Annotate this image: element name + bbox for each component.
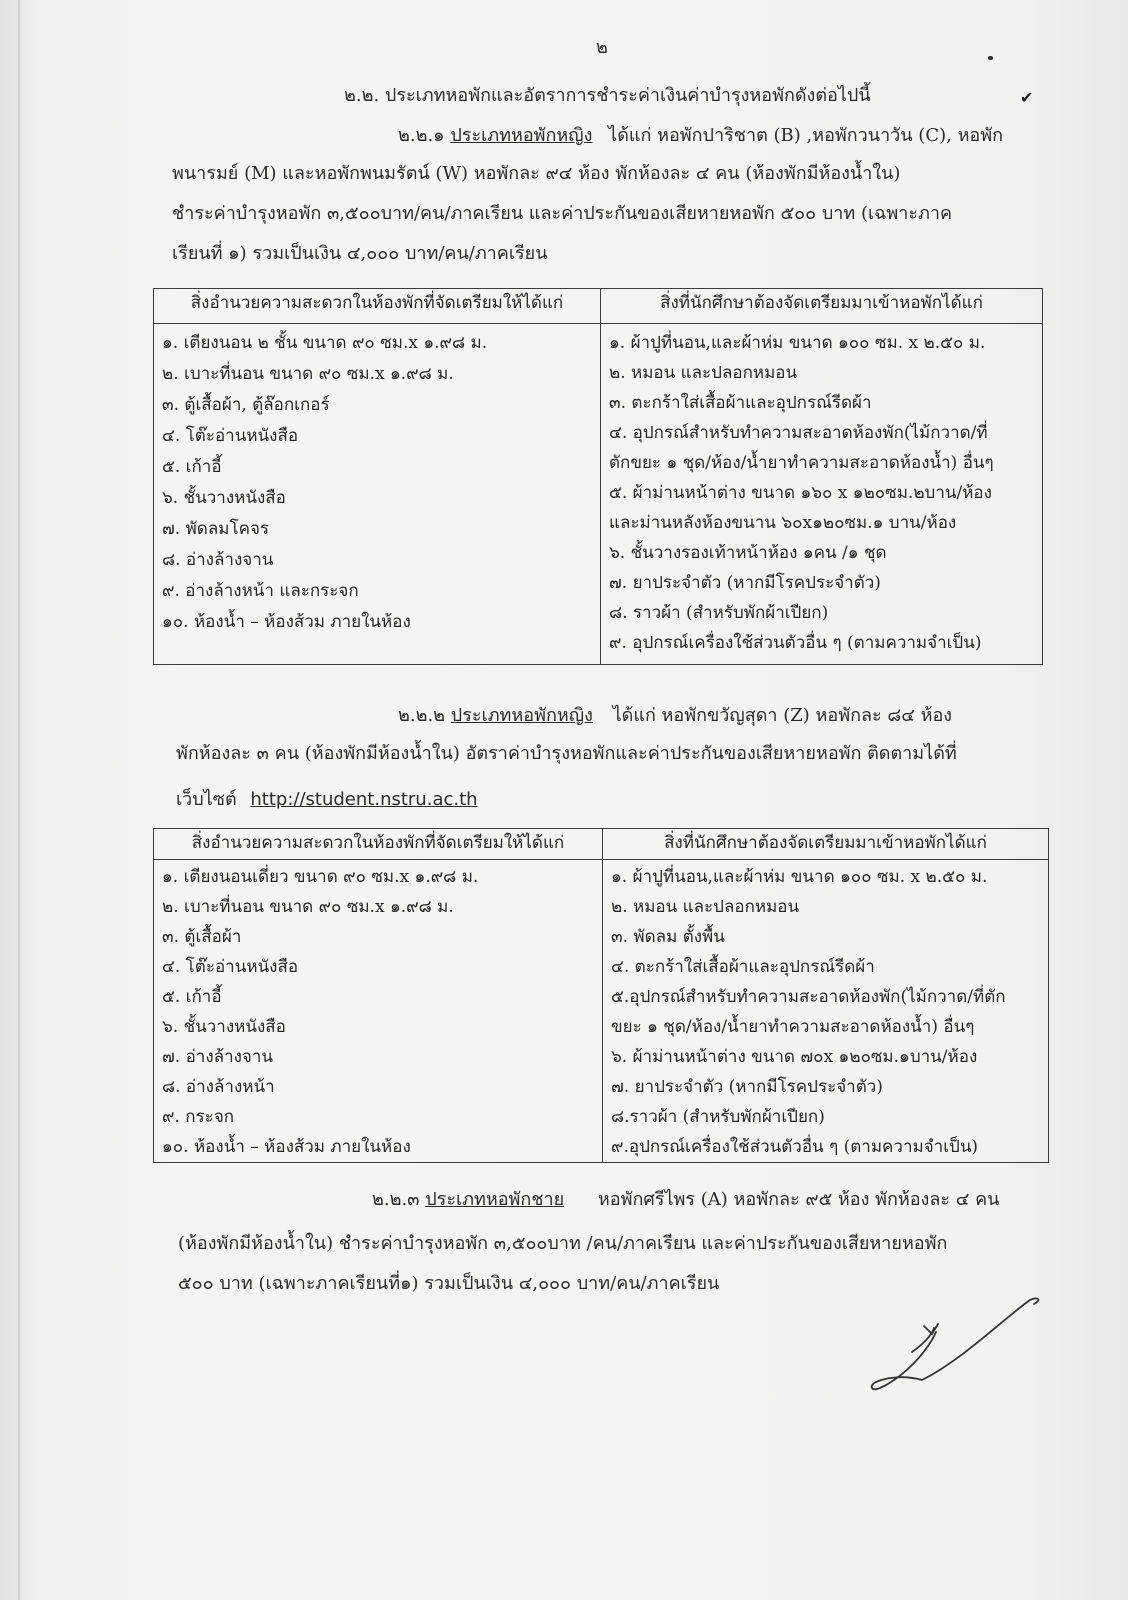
section-label: ประเภทหอพักหญิง [450, 125, 593, 146]
ink-dot [988, 56, 993, 60]
list-item: ๓. ตู้เสื้อผ้า, ตู้ล๊อกเกอร์ [162, 395, 330, 415]
list-item: ๑๐. ห้องน้ำ – ห้องส้วม ภายในห้อง [162, 1137, 411, 1157]
list-item: ๑. เตียงนอน ๒ ชั้น ขนาด ๙๐ ซม.x ๑.๙๘ ม. [162, 333, 488, 353]
list-item: ๕.อุปกรณ์สำหรับทำความสะอาดห้องพัก(ไม้กวาด/ที่ตัก [611, 987, 1006, 1007]
list-item: ๗. ยาประจำตัว (หากมีโรคประจำตัว) [611, 1077, 883, 1097]
table-header-bring: สิ่งที่นักศึกษาต้องจัดเตรียมมาเข้าหอพักได้แก่ [601, 289, 1043, 324]
list-item: ๖. ชั้นวางหนังสือ [162, 488, 286, 508]
list-item: ๒. เบาะที่นอน ขนาด ๙๐ ซม.x ๑.๙๘ ม. [162, 364, 454, 384]
section-number: ๒.๒.๑ [398, 125, 445, 146]
list-item: ๗. อ่างล้างจาน [162, 1047, 274, 1067]
page-fold-shadow [18, 0, 20, 1600]
list-item: ๕. เก้าอี้ [162, 457, 222, 477]
list-item: ๒. หมอน และปลอกหมอน [611, 897, 800, 917]
paragraph-line: เรียนที่ ๑) รวมเป็นเงิน ๔,๐๐๐ บาท/คน/ภาคเรียน [172, 243, 548, 264]
list-item: ๔. ตะกร้าใส่เสื้อผ้าและอุปกรณ์รีดผ้า [611, 957, 875, 977]
bring-items-cell [603, 860, 1049, 1163]
list-item: ๙. อ่างล้างหน้า และกระจก [162, 581, 359, 601]
list-item: ๙.อุปกรณ์เครื่องใช้ส่วนตัวอื่น ๆ (ตามความจำเป็น) [611, 1137, 979, 1157]
paragraph-line: ๕๐๐ บาท (เฉพาะภาคเรียนที่๑) รวมเป็นเงิน ๔,๐๐๐ บาท/คน/ภาคเรียน [178, 1273, 720, 1294]
page-number: ๒ [596, 37, 608, 58]
list-item: ๘. อ่างล้างหน้า [162, 1077, 275, 1097]
section-2-2-2-intro [398, 704, 952, 728]
list-item: ๑. ผ้าปูที่นอน,และผ้าห่ม ขนาด ๑๐๐ ซม. x ๒.๕๐ ม. [611, 867, 988, 887]
website-label: เว็บไซต์ [176, 789, 237, 810]
section-label: ประเภทหอพักชาย [425, 1189, 565, 1210]
list-item: ๘.ราวผ้า (สำหรับพักผ้าเปียก) [611, 1107, 825, 1127]
list-item: ๙. อุปกรณ์เครื่องใช้ส่วนตัวอื่น ๆ (ตามความจำเป็น) [609, 633, 982, 653]
list-item: ๑. ผ้าปูที่นอน,และผ้าห่ม ขนาด ๑๐๐ ซม. x ๒.๕๐ ม. [609, 333, 986, 353]
section-number: ๒.๒.๓ [372, 1189, 420, 1210]
list-item: ๖. ผ้าม่านหน้าต่าง ขนาด ๗๐x ๑๒๐ซม.๑บาน/ห้อง [611, 1047, 978, 1067]
paragraph-line: พักห้องละ ๓ คน (ห้องพักมีห้องน้ำใน) อัตราค่าบำรุงหอพักและค่าประกันของเสียหายหอพัก ติดตามได้ที่ [176, 743, 957, 764]
list-item: ๘. ราวผ้า (สำหรับพักผ้าเปียก) [609, 603, 829, 623]
list-item: และม่านหลังห้องขนาน ๖๐x๑๒๐ซม.๑ บาน/ห้อง [609, 513, 957, 533]
section-heading: ๒.๒. ประเภทหอพักและอัตราการชำระค่าเงินค่าบำรุงหอพักดังต่อไปนี้ [344, 85, 871, 106]
section-text: หอพักศรีไพร (A) หอพักละ ๙๕ ห้อง พักห้องละ ๔ คน [597, 1189, 1000, 1210]
section-2-2-1-intro [398, 124, 1003, 148]
list-item: ๑๐. ห้องน้ำ – ห้องส้วม ภายในห้อง [162, 612, 411, 632]
paragraph-line [176, 788, 478, 812]
section-label: ประเภทหอพักหญิง [450, 705, 593, 726]
check-mark: ✔ [1020, 88, 1034, 107]
list-item: ๕. เก้าอี้ [162, 987, 222, 1007]
handwritten-signature [862, 1290, 1062, 1400]
section-number: ๒.๒.๒ [398, 705, 446, 726]
list-item: ๗. พัดลมโคจร [162, 519, 270, 539]
list-item: ตักขยะ ๑ ชุด/ห้อง/น้ำยาทำความสะอาดห้องน้ำ) อื่นๆ [609, 453, 994, 473]
table-header-provided: สิ่งอำนวยความสะดวกในห้องพักที่จัดเตรียมให้ได้แก่ [154, 289, 601, 324]
paragraph-line: (ห้องพักมีห้องน้ำใน) ชำระค่าบำรุงหอพัก ๓,๕๐๐บาท /คน/ภาคเรียน และค่าประกันของเสียหายหอพัก [178, 1233, 948, 1254]
website-link[interactable]: http://student.nstru.ac.th [250, 789, 478, 810]
list-item: ๓. พัดลม ตั้งพื้น [611, 927, 725, 947]
list-item: ๗. ยาประจำตัว (หากมีโรคประจำตัว) [609, 573, 881, 593]
list-item: ๔. โต๊ะอ่านหนังสือ [162, 957, 299, 977]
section-text: ได้แก่ หอพักขวัญสุดา (Z) หอพักละ ๘๔ ห้อง [612, 705, 953, 726]
table-header-bring: สิ่งที่นักศึกษาต้องจัดเตรียมมาเข้าหอพักได้แก่ [603, 829, 1049, 860]
bring-items-cell [601, 324, 1043, 665]
list-item: ๔. โต๊ะอ่านหนังสือ [162, 426, 299, 446]
list-item: ๙. กระจก [162, 1107, 235, 1127]
paragraph-line: ชำระค่าบำรุงหอพัก ๓,๕๐๐บาท/คน/ภาคเรียน และค่าประกันของเสียหายหอพัก ๕๐๐ บาท (เฉพาะภาค [172, 203, 953, 224]
list-item: ๖. ชั้นวางรองเท้าหน้าห้อง ๑คน /๑ ชุด [609, 543, 887, 563]
list-item: ๓. ตู้เสื้อผ้า [162, 927, 242, 947]
list-item: ๒. เบาะที่นอน ขนาด ๙๐ ซม.x ๑.๙๘ ม. [162, 897, 454, 917]
list-item: ๘. อ่างล้างจาน [162, 550, 274, 570]
section-2-2-3-intro [372, 1188, 999, 1212]
list-item: ขยะ ๑ ชุด/ห้อง/น้ำยาทำความสะอาดห้องน้ำ) อื่นๆ [611, 1017, 975, 1037]
list-item: ๔. อุปกรณ์สำหรับทำความสะอาดห้องพัก(ไม้กวาด/ที่ [609, 423, 988, 443]
list-item: ๓. ตะกร้าใส่เสื้อผ้าและอุปกรณ์รีดผ้า [609, 393, 872, 413]
provided-items-cell [154, 324, 601, 665]
facilities-table-2 [153, 828, 1049, 1163]
provided-items-cell [154, 860, 603, 1163]
list-item: ๒. หมอน และปลอกหมอน [609, 363, 798, 383]
paragraph-line: พนารมย์ (M) และหอพักพนมรัตน์ (W) หอพักละ ๙๔ ห้อง พักห้องละ ๔ คน (ห้องพักมีห้องน้ำใน) [172, 163, 901, 184]
facilities-table-1 [153, 288, 1043, 665]
table-header-provided: สิ่งอำนวยความสะดวกในห้องพักที่จัดเตรียมให้ได้แก่ [154, 829, 603, 860]
list-item: ๑. เตียงนอนเดี่ยว ขนาด ๙๐ ซม.x ๑.๙๘ ม. [162, 867, 479, 887]
list-item: ๖. ชั้นวางหนังสือ [162, 1017, 286, 1037]
section-text: ได้แก่ หอพักปาริชาต (B) ,หอพักวนาวัน (C), หอพัก [608, 125, 1004, 146]
list-item: ๕. ผ้าม่านหน้าต่าง ขนาด ๑๖๐ x ๑๒๐ซม.๒บาน/ห้อง [609, 483, 992, 503]
